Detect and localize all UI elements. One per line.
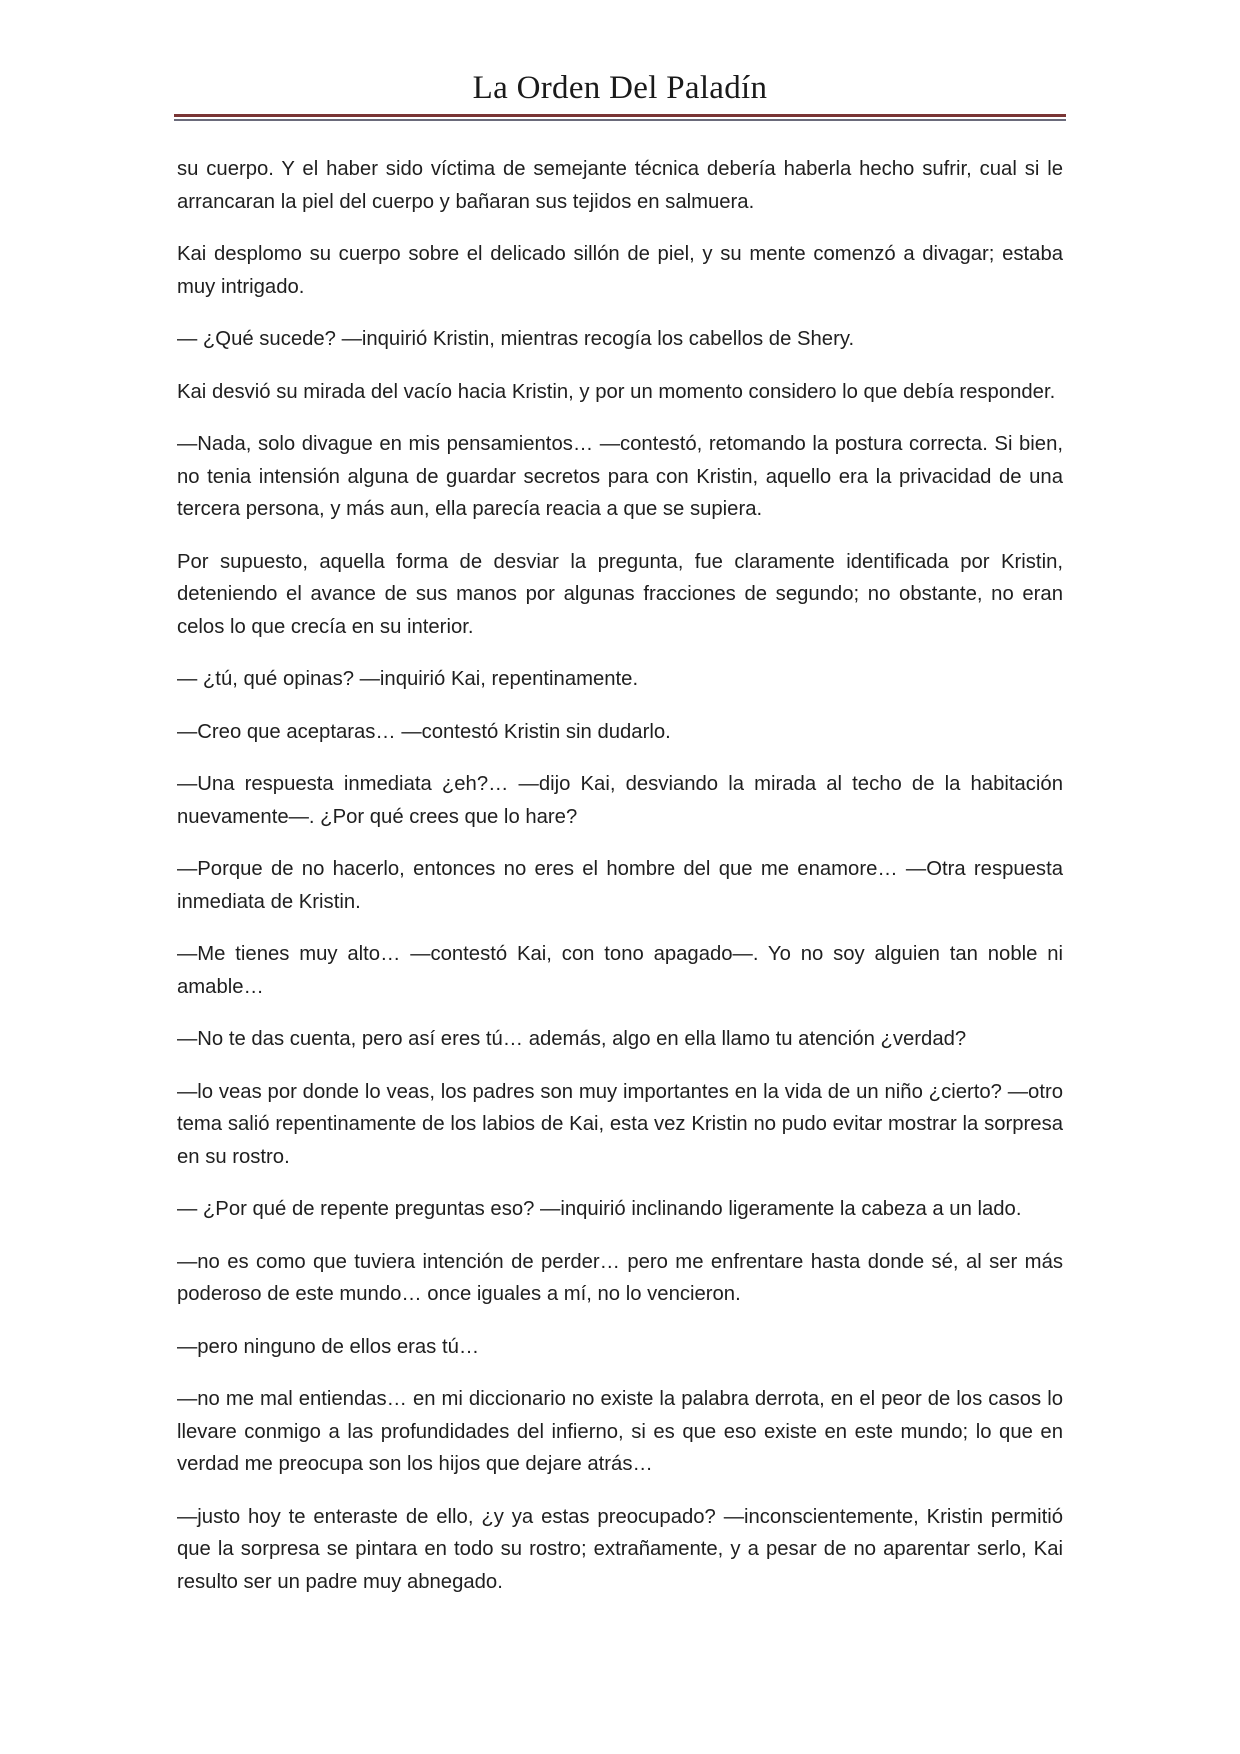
paragraph: —No te das cuenta, pero así eres tú… además, algo en ella llamo tu atención ¿verdad? [177, 1028, 967, 1050]
paragraph: su cuerpo. Y el haber sido víctima de semejante técnica debería haberla hecho sufrir, cual si le arrancaran la piel del cuerpo y bañaran sus tejidos en salmuera. [177, 158, 1063, 213]
paragraph: —lo veas por donde lo veas, los padres son muy importantes en la vida de un niño ¿cierto? —otro tema salió repentinamente de los labios de Kai, esta vez Kristin no pudo evitar mostrar la sorpresa en su rostro. [177, 1080, 1063, 1168]
paragraph: Por supuesto, aquella forma de desviar la pregunta, fue claramente identificada por Kristin, deteniendo el avance de sus manos por algunas fracciones de segundo; no obstante, no eran celos lo que crecía en su interior. [177, 550, 1063, 638]
paragraph: —Una respuesta inmediata ¿eh?… —dijo Kai, desviando la mirada al techo de la habitación nuevamente—. ¿Por qué crees que lo hare? [177, 773, 1063, 828]
paragraph: —Nada, solo divague en mis pensamientos… —contestó, retomando la postura correcta. Si bien, no tenia intensión alguna de guardar secretos para con Kristin, aquello era la privacidad de una tercera persona, y más aun, ella parecía reacia a que se supiera. [177, 433, 1063, 520]
paragraph: —justo hoy te enteraste de ello, ¿y ya estas preocupado? —inconscientemente, Kristin permitió que la sorpresa se pintara en todo su rostro; extrañamente, y a pesar de no aparentar serlo, Kai resulto ser un padre muy abnegado. [177, 1505, 1063, 1593]
paragraph: Kai desplomo su cuerpo sobre el delicado sillón de piel, y su mente comenzó a divagar; estaba muy intrigado. [177, 243, 1063, 298]
paragraph: — ¿tú, qué opinas? —inquirió Kai, repentinamente. [177, 668, 639, 690]
document-body [177, 153, 1063, 1618]
paragraph: Kai desvió su mirada del vacío hacia Kristin, y por un momento considero lo que debía responder. [177, 380, 1056, 403]
paragraph: — ¿Por qué de repente preguntas eso? —inquirió inclinando ligeramente la cabeza a un lado. [177, 1198, 1022, 1220]
paragraph: —Creo que aceptaras… —contestó Kristin sin dudarlo. [177, 720, 671, 743]
header-divider-bottom-line [174, 119, 1066, 121]
paragraph: —Me tienes muy alto… —contestó Kai, con tono apagado—. Yo no soy alguien tan noble ni amable… [177, 943, 1063, 998]
paragraph: —pero ninguno de ellos eras tú… [177, 1335, 480, 1358]
header-divider-top-line [174, 114, 1066, 117]
paragraph: —Porque de no hacerlo, entonces no eres el hombre del que me enamore… —Otra respuesta inmediata de Kristin. [177, 858, 1063, 913]
paragraph: — ¿Qué sucede? —inquirió Kristin, mientras recogía los cabellos de Shery. [177, 328, 855, 350]
page-header-title: La Orden Del Paladín [472, 70, 768, 106]
paragraph: —no es como que tuviera intención de perder… pero me enfrentare hasta donde sé, al ser más poderoso de este mundo… once iguales a mí, no lo vencieron. [177, 1250, 1063, 1305]
paragraph: —no me mal entiendas… en mi diccionario no existe la palabra derrota, en el peor de los casos lo llevare conmigo a las profundidades del infierno, si es que eso existe en este mundo; lo que en verdad me preocupa son los hijos que dejare atrás… [177, 1388, 1063, 1475]
